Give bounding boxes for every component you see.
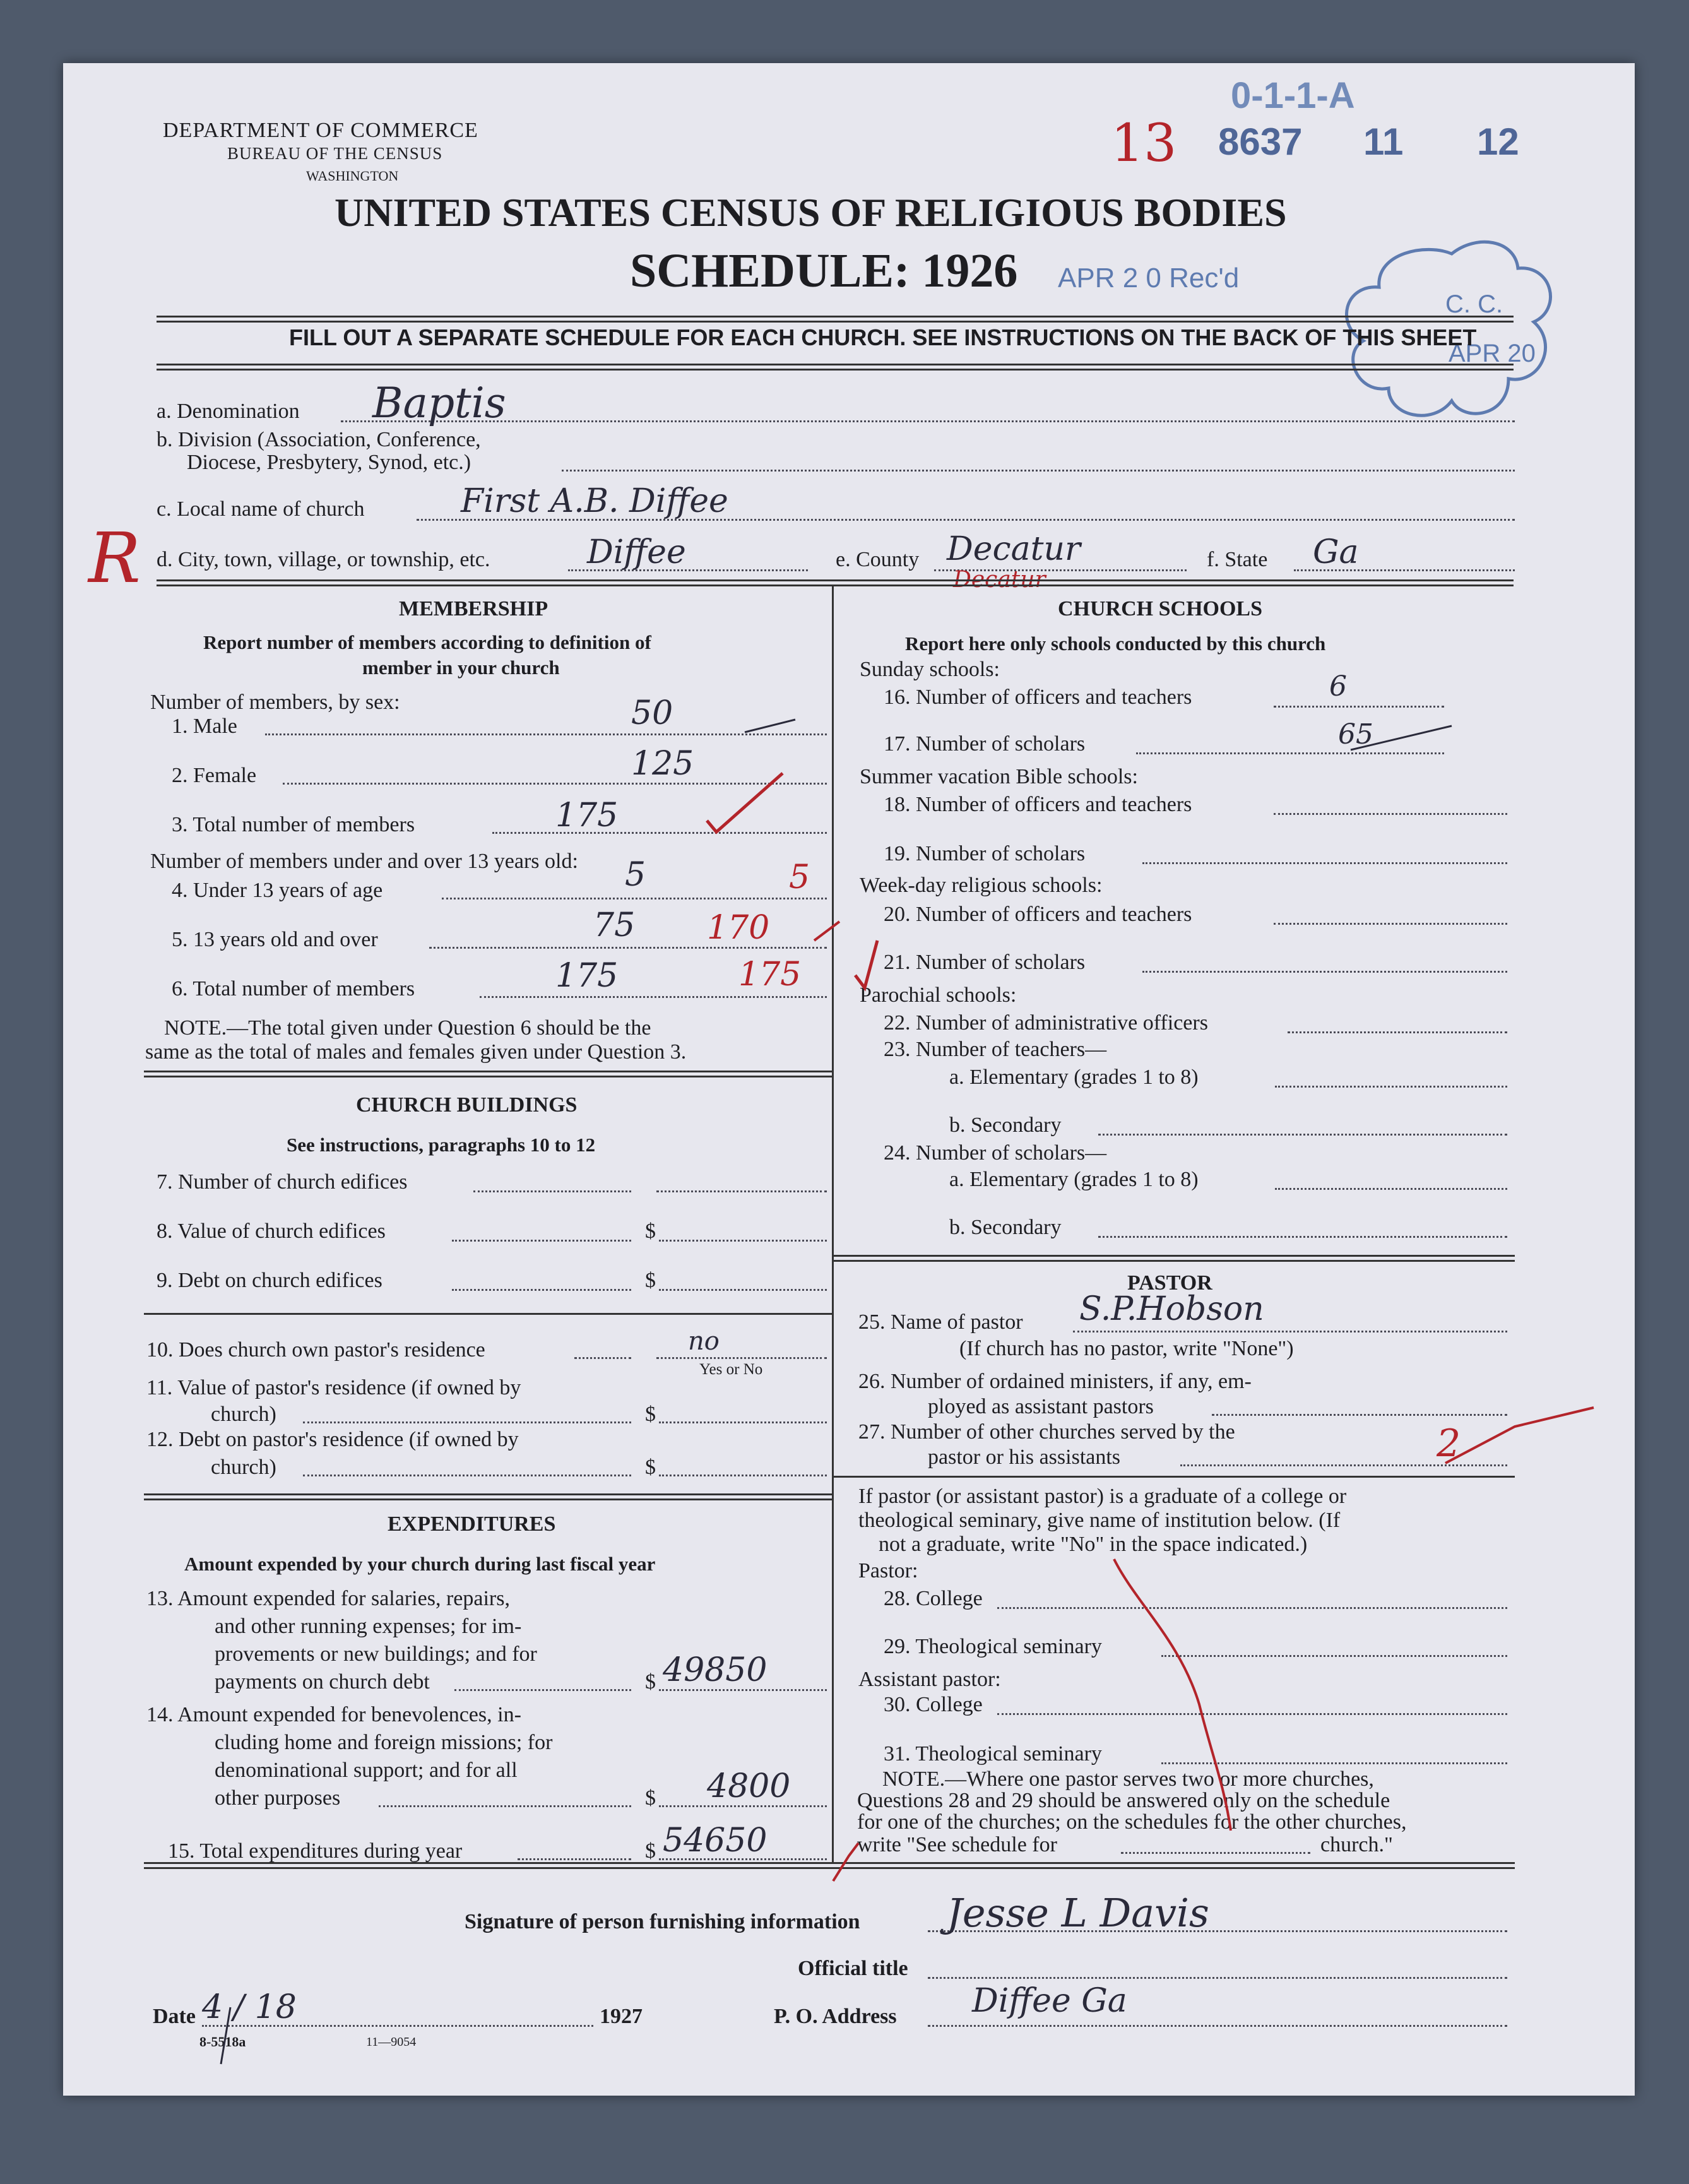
q14-label-4: other purposes <box>215 1786 341 1810</box>
q13-value[interactable]: 49850 <box>663 1651 767 1689</box>
q23b-label: b. Secondary <box>949 1113 1062 1137</box>
buildings-sub: See instructions, paragraphs 10 to 12 <box>287 1134 596 1156</box>
q17-label: 17. Number of scholars <box>884 732 1086 756</box>
q26-label-2: ployed as assistant pastors <box>928 1395 1154 1418</box>
q10-label: 10. Does church own pastor's residence <box>146 1338 485 1362</box>
q14-label-2: cluding home and foreign missions; for <box>215 1731 553 1754</box>
county-correction: Decatur <box>953 567 1046 593</box>
membership-heading: MEMBERSHIP <box>399 597 548 620</box>
by-sex-label: Number of members, by sex: <box>150 691 400 714</box>
q24-label: 24. Number of scholars— <box>884 1141 1107 1165</box>
cc-stamp-date: APR 20 <box>1449 340 1536 367</box>
pastor-label: Pastor: <box>858 1559 918 1582</box>
q16-value[interactable]: 6 <box>1329 670 1347 703</box>
q15-label: 15. Total expenditures during year <box>168 1839 463 1863</box>
q5-correction: 170 <box>707 909 770 947</box>
graduate-note-1: If pastor (or assistant pastor) is a graduate of a college or <box>858 1485 1347 1508</box>
q4-value[interactable]: 5 <box>625 856 646 894</box>
buildings-heading: CHURCH BUILDINGS <box>356 1093 578 1117</box>
stamp-number-2: 11 <box>1363 121 1404 163</box>
q20-label: 20. Number of officers and teachers <box>884 903 1192 926</box>
q15-dollar: $ <box>645 1839 656 1863</box>
county-label: e. County <box>836 548 920 571</box>
official-title-label: Official title <box>798 1957 908 1980</box>
q11-dollar: $ <box>645 1403 656 1426</box>
signature-label: Signature of person furnishing information <box>465 1910 860 1933</box>
pastor-note-4b: church." <box>1320 1833 1393 1856</box>
date-label: Date <box>153 2005 196 2028</box>
local-name-label: c. Local name of church <box>157 497 365 521</box>
q29-label: 29. Theological seminary <box>884 1635 1102 1658</box>
q15-value[interactable]: 54650 <box>663 1822 767 1860</box>
q8-dollar: $ <box>645 1220 656 1243</box>
membership-note-2: same as the total of males and females given under Question 3. <box>145 1040 687 1064</box>
schedule-year: SCHEDULE: 1926 <box>630 244 1018 297</box>
summer-label: Summer vacation Bible schools: <box>860 765 1138 788</box>
cc-stamp-top: C. C. <box>1445 290 1503 318</box>
q5-label: 5. 13 years old and over <box>172 928 378 951</box>
schools-sub: Report here only schools conducted by this church <box>905 632 1326 655</box>
po-address-label: P. O. Address <box>774 2005 897 2028</box>
q25-value[interactable]: S.P.Hobson <box>1079 1290 1264 1328</box>
q18-label: 18. Number of officers and teachers <box>884 793 1192 816</box>
q19-label: 19. Number of scholars <box>884 842 1086 865</box>
q1-label: 1. Male <box>172 715 237 738</box>
q8-label: 8. Value of church edifices <box>157 1220 386 1243</box>
stamp-code: 0-1-1-A <box>1231 75 1355 116</box>
city-label: WASHINGTON <box>306 168 399 184</box>
q5-value[interactable]: 75 <box>593 906 636 944</box>
membership-sub-2: member in your church <box>362 656 560 679</box>
state-label: f. State <box>1207 548 1268 571</box>
q14-label-1: 14. Amount expended for benevolences, in- <box>146 1703 521 1726</box>
q27-label-2: pastor or his assistants <box>928 1445 1121 1469</box>
graduate-note-3: not a graduate, write "No" in the space indicated.) <box>879 1533 1308 1556</box>
q9-label: 9. Debt on church edifices <box>157 1269 382 1292</box>
membership-note-1: NOTE.—The total given under Question 6 should be the <box>164 1016 651 1040</box>
print-number: 11—9054 <box>366 2035 417 2049</box>
q1-value[interactable]: 50 <box>631 694 673 732</box>
local-name-value[interactable]: First A.B. Diffee <box>461 482 728 520</box>
q4-correction: 5 <box>789 858 810 896</box>
q24a-label: a. Elementary (grades 1 to 8) <box>949 1168 1199 1191</box>
form-number: 8-5518a <box>199 2034 246 2050</box>
q2-label: 2. Female <box>172 764 257 787</box>
department-label: DEPARTMENT OF COMMERCE <box>163 119 478 142</box>
pastor-note-4: write "See schedule for <box>857 1833 1057 1856</box>
q10-value[interactable]: no <box>688 1327 720 1356</box>
instruction-bar: FILL OUT A SEPARATE SCHEDULE FOR EACH CHURCH. SEE INSTRUCTIONS ON THE BACK OF THIS SHEET <box>289 324 1477 350</box>
q25-label: 25. Name of pastor <box>858 1310 1023 1334</box>
graduate-note-2: theological seminary, give name of institution below. (If <box>858 1509 1341 1532</box>
age-intro: Number of members under and over 13 years old: <box>150 850 578 873</box>
q12-dollar: $ <box>645 1456 656 1479</box>
division-label-2: Diocese, Presbytery, Synod, etc.) <box>187 451 471 474</box>
denomination-value[interactable]: Baptis <box>372 379 506 427</box>
q23-label: 23. Number of teachers— <box>884 1038 1107 1061</box>
q6-label: 6. Total number of members <box>172 977 415 1000</box>
form-title: UNITED STATES CENSUS OF RELIGIOUS BODIES <box>335 190 1287 235</box>
q14-dollar: $ <box>645 1786 656 1810</box>
q25-note: (If church has no pastor, write "None") <box>959 1337 1294 1360</box>
q2-value[interactable]: 125 <box>631 745 694 783</box>
q23a-label: a. Elementary (grades 1 to 8) <box>949 1065 1199 1089</box>
q26-label-1: 26. Number of ordained ministers, if any, em- <box>858 1370 1252 1393</box>
q11-label-2: church) <box>211 1403 276 1426</box>
q9-dollar: $ <box>645 1269 656 1292</box>
schools-heading: CHURCH SCHOOLS <box>1058 597 1262 620</box>
pastor-note-2: Questions 28 and 29 should be answered only on the schedule <box>857 1789 1390 1812</box>
margin-r-mark: R <box>88 518 141 598</box>
city-town-value[interactable]: Diffee <box>587 533 686 571</box>
date-value[interactable]: 4 / 18 <box>202 1988 297 2026</box>
received-stamp: APR 2 0 Rec'd <box>1058 263 1240 294</box>
q13-label-1: 13. Amount expended for salaries, repairs, <box>146 1587 510 1610</box>
division-label-1: b. Division (Association, Conference, <box>157 428 481 451</box>
signature-value[interactable]: Jesse L Davis <box>947 1890 1209 1936</box>
asst-pastor-label: Assistant pastor: <box>858 1668 1001 1691</box>
pastor-note-3: for one of the churches; on the schedules for the other churches, <box>857 1810 1407 1834</box>
denomination-label: a. Denomination <box>157 400 300 423</box>
q21-label: 21. Number of scholars <box>884 951 1086 974</box>
sunday-label: Sunday schools: <box>860 658 1000 681</box>
q13-label-4: payments on church debt <box>215 1670 430 1694</box>
q11-label-1: 11. Value of pastor's residence (if owned by <box>146 1376 521 1399</box>
q14-label-3: denominational support; and for all <box>215 1759 518 1782</box>
membership-sub-1: Report number of members according to definition of <box>203 631 651 653</box>
q4-label: 4. Under 13 years of age <box>172 879 383 902</box>
q12-label-1: 12. Debt on pastor's residence (if owned by <box>146 1428 519 1451</box>
q13-dollar: $ <box>645 1670 656 1694</box>
q3-label: 3. Total number of members <box>172 813 415 836</box>
parochial-label: Parochial schools: <box>860 983 1017 1007</box>
q31-label: 31. Theological seminary <box>884 1742 1102 1766</box>
expenditures-sub: Amount expended by your church during last fiscal year <box>184 1553 656 1575</box>
pastor-note-1: NOTE.—Where one pastor serves two or more churches, <box>882 1767 1374 1791</box>
expenditures-heading: EXPENDITURES <box>388 1512 556 1536</box>
year-printed: 1927 <box>600 2005 643 2028</box>
q12-label-2: church) <box>211 1456 276 1479</box>
city-town-label: d. City, town, village, or township, etc. <box>157 548 490 571</box>
weekday-label: Week-day religious schools: <box>860 874 1103 897</box>
county-value[interactable]: Decatur <box>947 530 1081 568</box>
q13-label-3: provements or new buildings; and for <box>215 1642 537 1666</box>
yes-no-hint: Yes or No <box>699 1361 763 1378</box>
stamp-number-1: 8637 <box>1218 121 1303 163</box>
stamp-number-3: 12 <box>1477 121 1519 163</box>
q30-label: 30. College <box>884 1693 983 1716</box>
q6-correction: 175 <box>738 956 802 994</box>
q24b-label: b. Secondary <box>949 1216 1062 1239</box>
bureau-label: BUREAU OF THE CENSUS <box>227 144 443 163</box>
q6-value[interactable]: 175 <box>555 957 619 995</box>
q16-label: 16. Number of officers and teachers <box>884 685 1192 709</box>
q27-value[interactable]: 2 <box>1437 1421 1461 1466</box>
red-number-mark: 13 <box>1111 114 1177 174</box>
po-address-value[interactable]: Diffee Ga <box>972 1982 1127 2020</box>
q27-label-1: 27. Number of other churches served by the <box>858 1420 1235 1444</box>
q28-label: 28. College <box>884 1587 983 1610</box>
state-value[interactable]: Ga <box>1313 533 1359 571</box>
q22-label: 22. Number of administrative officers <box>884 1011 1208 1035</box>
q17-value[interactable]: 65 <box>1338 718 1373 751</box>
q14-value[interactable]: 4800 <box>707 1767 791 1805</box>
q13-label-2: and other running expenses; for im- <box>215 1615 522 1638</box>
q7-label: 7. Number of church edifices <box>157 1170 408 1194</box>
pastor-heading: PASTOR <box>1127 1271 1212 1295</box>
q3-value[interactable]: 175 <box>555 797 619 834</box>
